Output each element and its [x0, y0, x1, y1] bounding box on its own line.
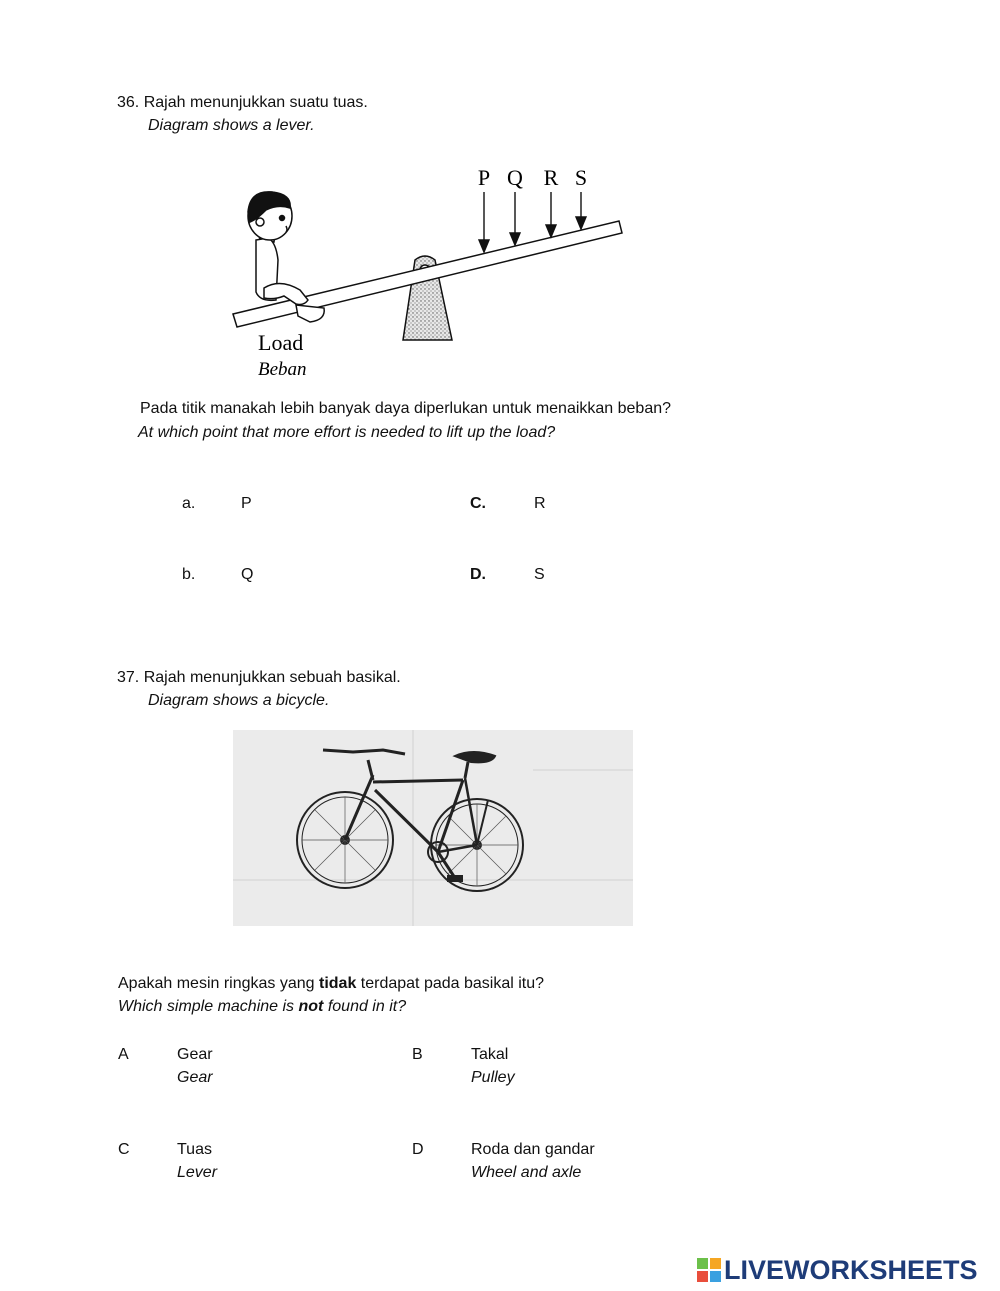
point-r-label: R [543, 165, 559, 190]
q37-option-c-ms[interactable]: Tuas [177, 1141, 212, 1158]
q37-question-ms-post: terdapat pada basikal itu? [356, 975, 545, 992]
q37-option-d-en: Wheel and axle [471, 1164, 582, 1181]
q36-question-ms: Pada titik manakah lebih banyak daya diperlukan untuk menaikkan beban? [140, 400, 672, 417]
q36-option-c-text[interactable]: R [534, 495, 546, 512]
q36-option-c-letter: C. [470, 495, 486, 512]
lever-diagram [220, 160, 640, 385]
logo-mark-icon [697, 1258, 721, 1282]
point-s-label: S [574, 165, 588, 190]
q36-option-d-letter: D. [470, 566, 486, 583]
q37-question-en [118, 998, 406, 1016]
q37-title-ms: 37. Rajah menunjukkan sebuah basikal. [117, 669, 401, 686]
q37-option-b-en: Pulley [471, 1069, 515, 1086]
q36-option-b-letter: b. [182, 566, 196, 583]
point-q-label: Q [507, 165, 523, 190]
q37-question-en-post: found in it? [323, 998, 407, 1015]
beban-label: Beban [258, 359, 307, 380]
q37-question-ms [118, 975, 544, 993]
liveworksheets-logo[interactable] [697, 1254, 978, 1286]
q36-title-en: Diagram shows a lever. [148, 117, 315, 134]
q37-option-d-ms[interactable]: Roda dan gandar [471, 1141, 595, 1158]
bicycle-image [233, 730, 633, 926]
q37-option-c-letter: C [118, 1141, 130, 1158]
q37-option-a-letter: A [118, 1046, 129, 1063]
q37-question-en-emphasis: not [298, 998, 324, 1015]
q37-option-b-letter: B [412, 1046, 423, 1063]
q36-option-b-text[interactable]: Q [241, 566, 254, 583]
q37-option-a-en: Gear [177, 1069, 213, 1086]
q36-title-ms: 36. Rajah menunjukkan suatu tuas. [117, 94, 368, 111]
q36-question-en: At which point that more effort is needed to lift up the load? [138, 424, 556, 441]
q37-option-b-ms[interactable]: Takal [471, 1046, 509, 1063]
q37-option-a-ms[interactable]: Gear [177, 1046, 213, 1063]
q36-option-a-text[interactable]: P [241, 495, 252, 512]
q37-question-en-pre: Which simple machine is [118, 998, 299, 1015]
q36-option-a-letter: a. [182, 495, 196, 512]
q37-option-d-letter: D [412, 1141, 424, 1158]
q37-question-ms-emphasis: tidak [319, 975, 357, 992]
q37-option-c-en: Lever [177, 1164, 218, 1181]
point-p-label: P [477, 165, 491, 190]
logo-text: LIVEWORKSHEETS [724, 1254, 978, 1285]
q37-question-ms-pre: Apakah mesin ringkas yang [118, 975, 319, 992]
q36-option-d-text[interactable]: S [534, 566, 545, 583]
q37-title-en: Diagram shows a bicycle. [148, 692, 330, 709]
load-label: Load [258, 330, 304, 355]
